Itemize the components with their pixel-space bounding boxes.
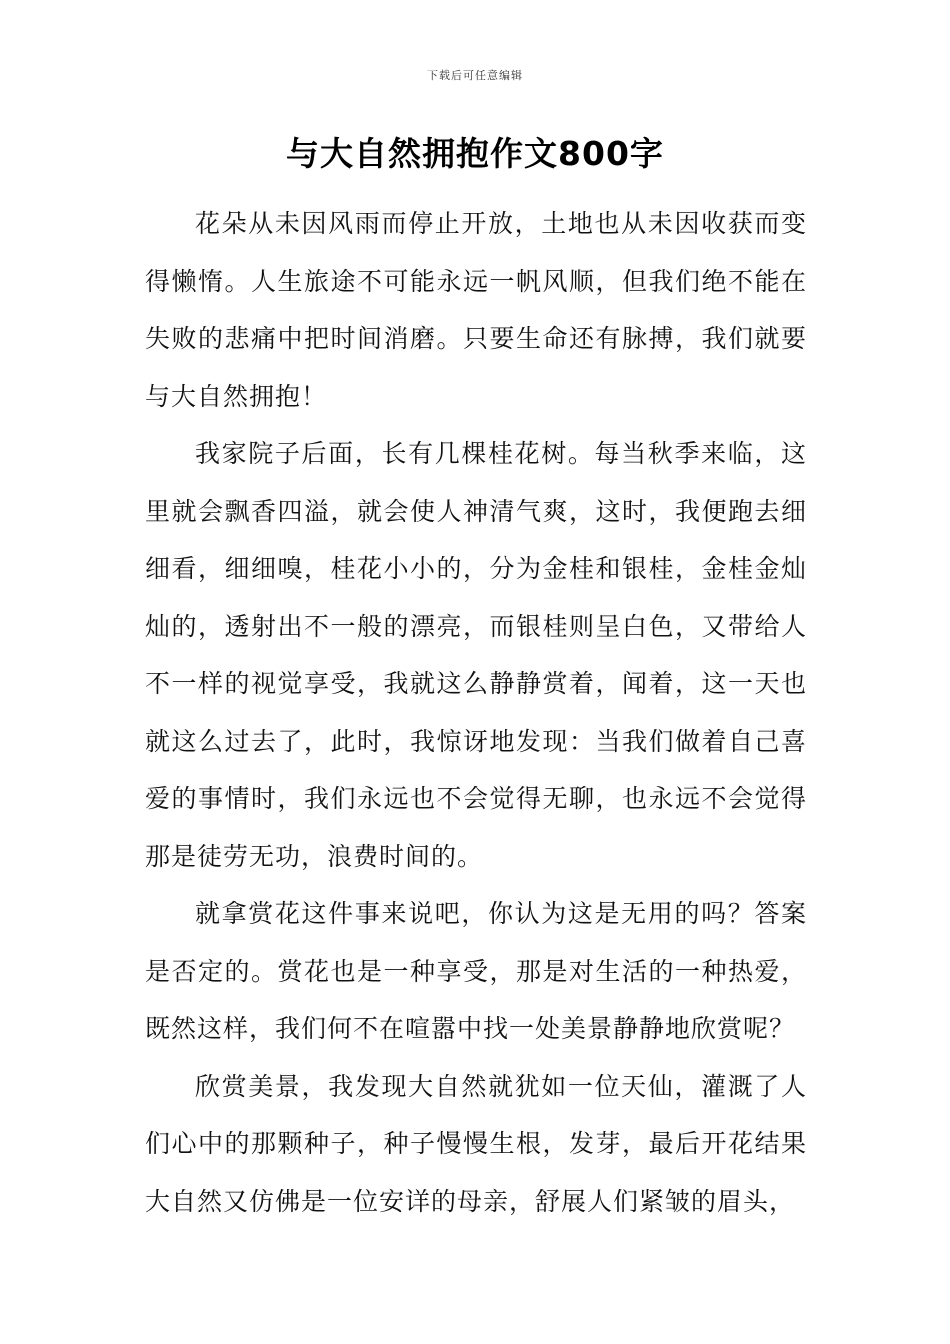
paragraph: 我家院子后面，长有几棵桂花树。每当秋季来临，这里就会飘香四溢，就会使人神清气爽，这时，我便跑去细细看，细细嗅，桂花小小的，分为金桂和银桂，金桂金灿灿的，透射出不一般的漂亮，而银桂则呈白色，又带给人不一样的视觉享受，我就这么静静赏着，闻着，这一天也就这么过去了，此时，我惊讶地发现：当我们做着自己喜爱的事情时，我们永远也不会觉得无聊，也永远不会觉得那是徒劳无功，浪费时间的。: [145, 439, 807, 871]
document-title: 与大自然拥抱作文800字: [286, 134, 664, 173]
document-body: [145, 195, 807, 1230]
paragraph: 欣赏美景，我发现大自然就犹如一位天仙，灌溉了人们心中的那颗种子，种子慢慢生根，发芽，最后开花结果大自然又仿佛是一位安详的母亲，舒展人们紧皱的眉头，: [145, 1071, 807, 1216]
paragraph: 就拿赏花这件事来说吧，你认为这是无用的吗？答案是否定的。赏花也是一种享受，那是对生活的一种热爱，既然这样，我们何不在喧嚣中找一处美景静静地欣赏呢？: [145, 899, 807, 1043]
header-note: 下载后可任意编辑: [427, 69, 523, 82]
paragraph: 花朵从未因风雨而停止开放，土地也从未因收获而变得懒惰。人生旅途不可能永远一帆风顺，但我们绝不能在失败的悲痛中把时间消磨。只要生命还有脉搏，我们就要与大自然拥抱！: [145, 209, 807, 411]
